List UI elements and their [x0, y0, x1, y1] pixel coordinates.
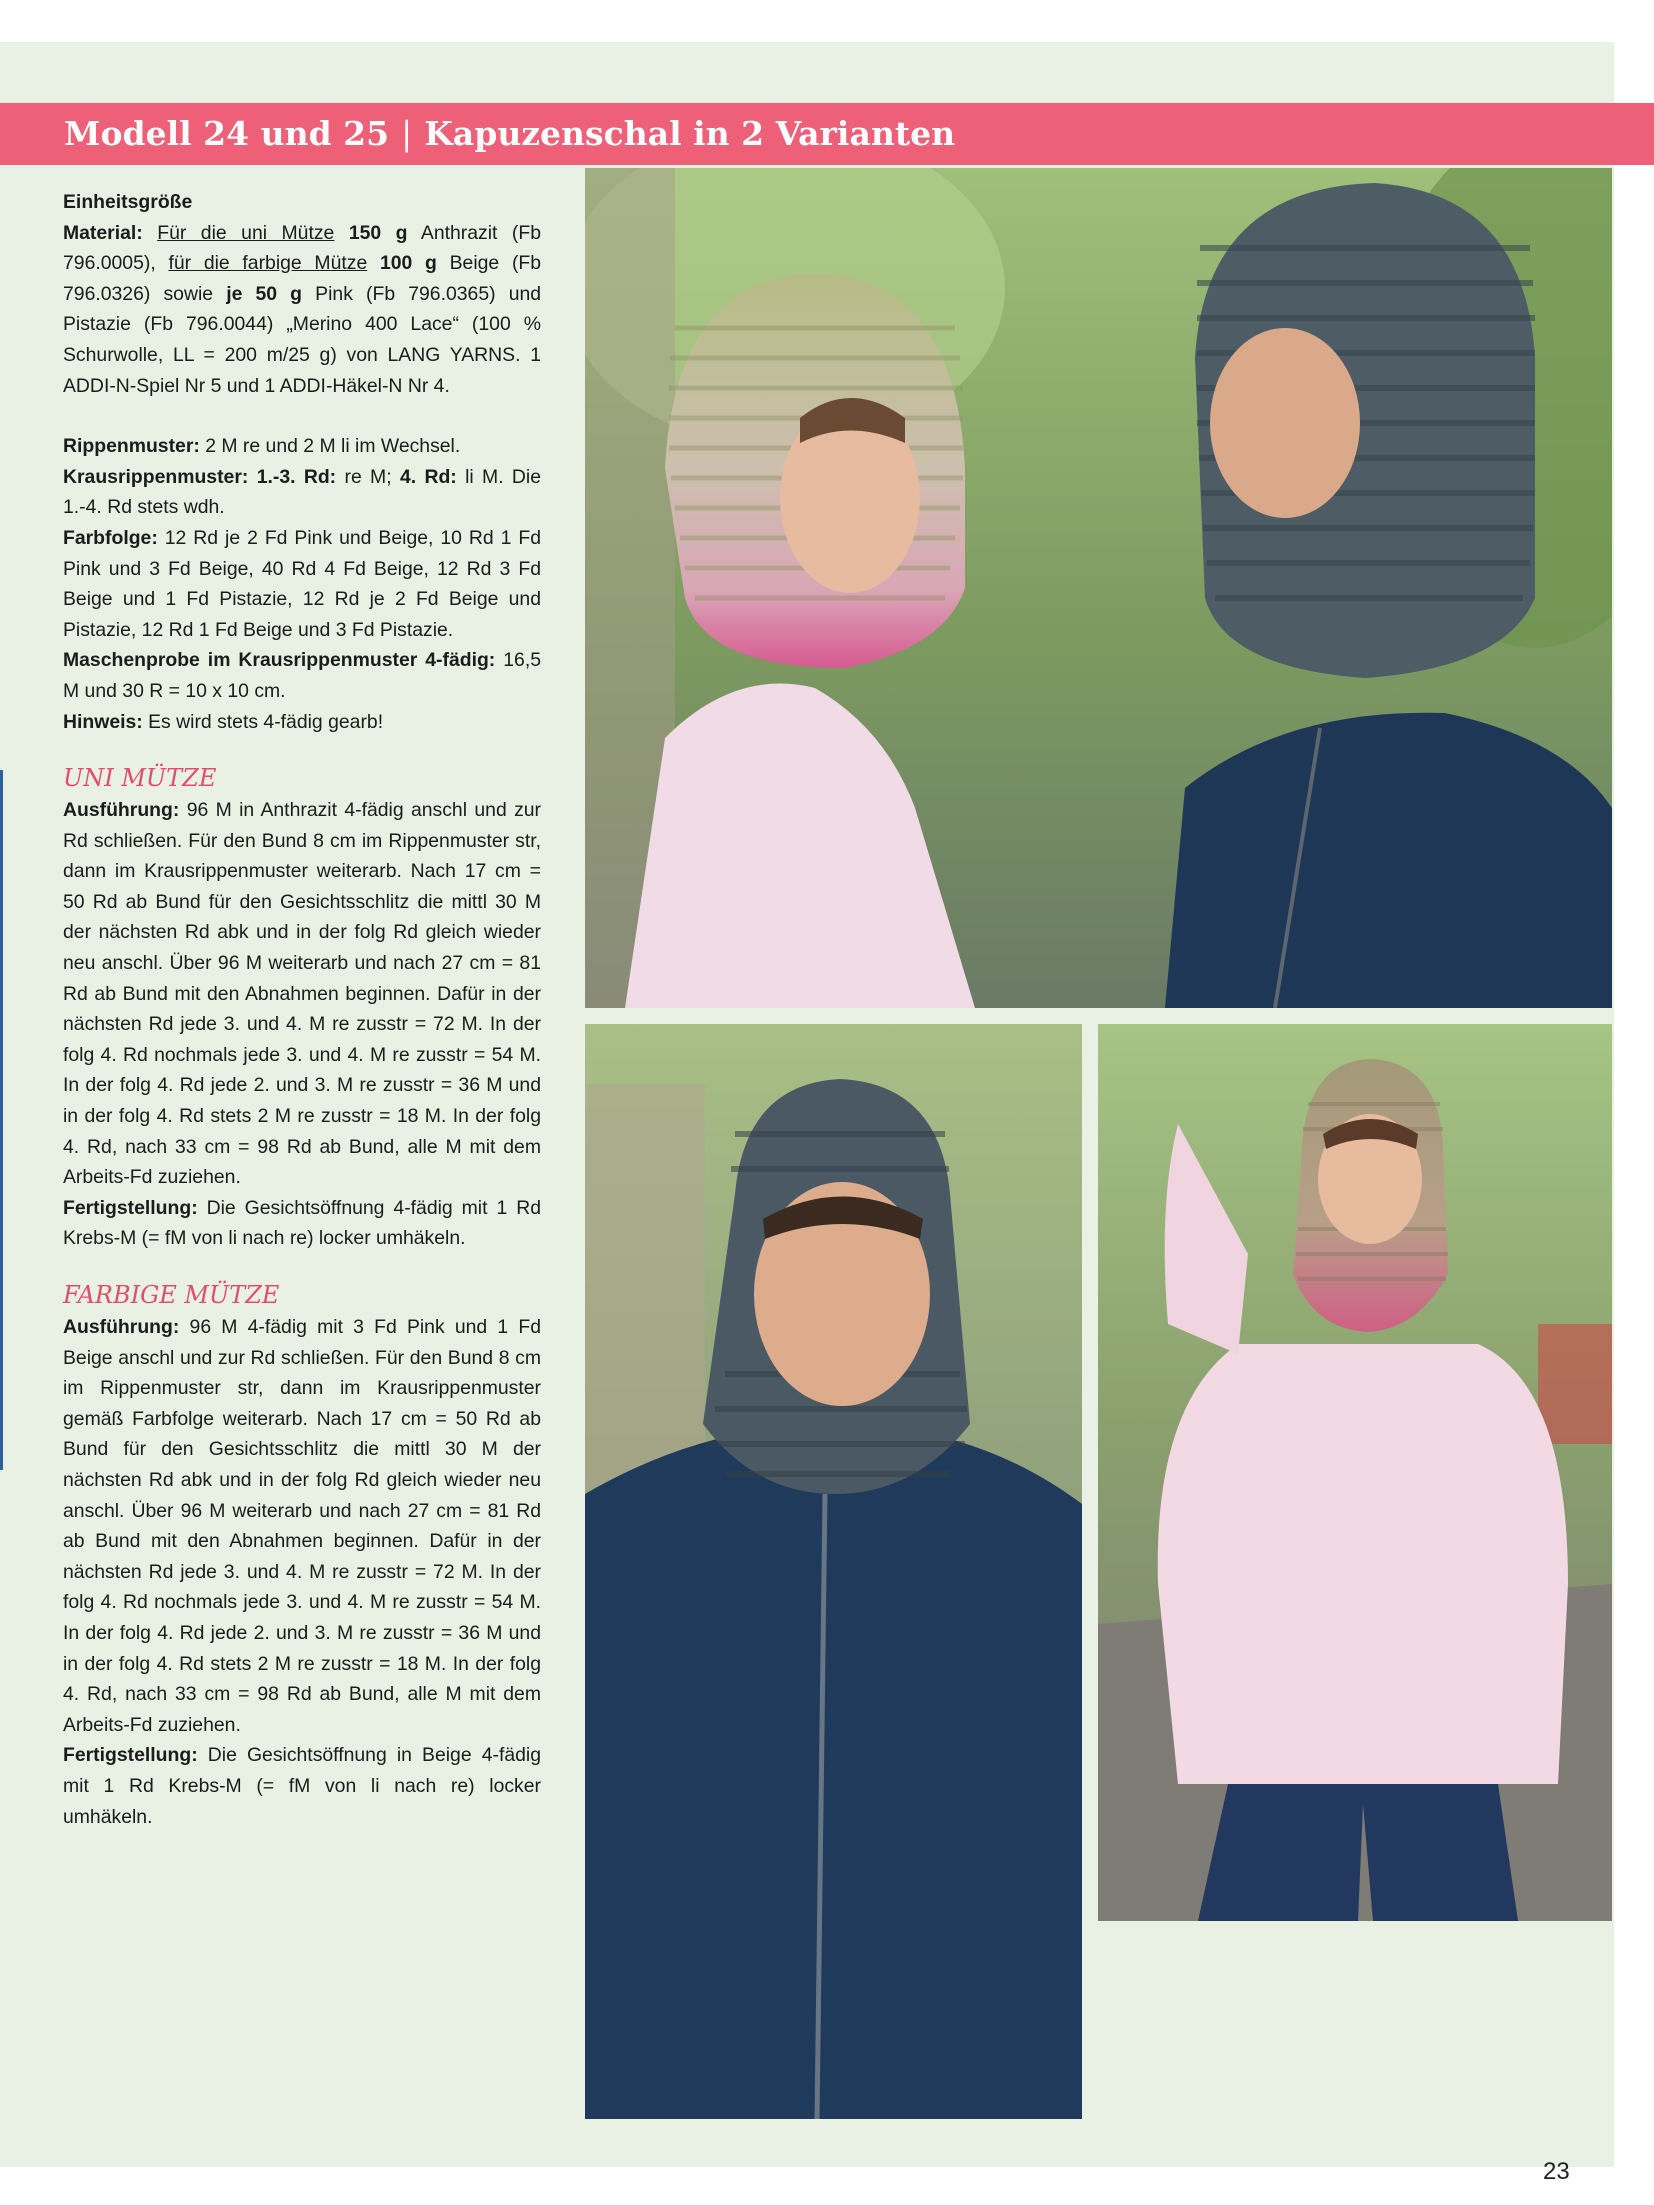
kraus-line	[63, 462, 541, 523]
kraus-round1-label: 1.-3. Rd:	[256, 465, 337, 488]
kraus-round1-text: re M;	[344, 465, 392, 488]
material-farbig-color: Beige (Fb 796.0326) sowie	[63, 252, 542, 305]
kraus-round4-text: li M. Die 1.-4. Rd stets wdh.	[63, 465, 542, 519]
kraus-label: Krausrippenmuster:	[63, 465, 249, 488]
page-title	[64, 103, 955, 165]
kraus-round4-label: 4. Rd:	[399, 465, 457, 488]
farbig-fertig-label: Fertigstellung:	[63, 1744, 198, 1767]
photo-woman	[1098, 1024, 1612, 1921]
spacer	[63, 401, 541, 431]
material-uni-color: Anthrazit (Fb 796.0005),	[63, 221, 542, 275]
maschenprobe-line	[63, 645, 541, 706]
uni-ausfuehrung	[63, 795, 541, 1193]
material-rest: Pink (Fb 796.0365) und Pistazie (Fb 796.0044) „Merino 400 Lace“ (100 % Schurwolle, LL = 200 m/25 g) von LANG YARNS. 1 ADDI-N-Spiel Nr 5 und 1 ADDI-Häkel-N Nr 4.	[63, 282, 542, 397]
page-number: 23	[1543, 2158, 1570, 2185]
uni-ausfuehrung-text: 96 M in Anthrazit 4-fädig anschl und zur Rd schließen. Für den Bund 8 cm im Rippenmuster str, dann im Krausrippenmuster weiterarb. Nach 17 cm = 50 Rd ab Bund für den Gesichtsschlitz die mittl 30 M der nächsten Rd abk und in der folg Rd gleich wieder neu anschl. Über 96 M weiterarb und nach 27 cm = 81 Rd ab Bund mit den Abnahmen beginnen. Dafür in der nächsten Rd jede 3. und 4. M re zusstr = 72 M. In der folg 4. Rd nochmals jede 3. und 4. M re zusstr = 54 M. In der folg 4. Rd jede 2. und 3. M re zusstr = 36 M und in der folg 4. Rd stets 2 M re zusstr = 18 M. In der folg 4. Rd, nach 33 cm = 98 Rd ab Bund, alle M mit dem Arbeits-Fd zuziehen.	[63, 799, 542, 1189]
farbig-heading: FARBIGE MÜTZE	[63, 1281, 280, 1309]
material-paragraph	[63, 218, 541, 402]
uni-fertig-text: Die Gesichtsöffnung 4-fädig mit 1 Rd Krebs-M (= fM von li nach re) locker umhäkeln.	[63, 1196, 541, 1250]
material-uni-amount: 150 g	[348, 221, 408, 244]
hinweis-line	[63, 707, 541, 738]
farbig-fertigstellung	[63, 1740, 541, 1832]
maschenprobe-text: 16,5 M und 30 R = 10 x 10 cm.	[63, 649, 542, 702]
farbig-fertig-text: Die Gesichtsöffnung in Beige 4-fädig mit 1 Rd Krebs-M (= fM von li nach re) locker umhäkeln.	[63, 1744, 542, 1828]
hinweis-text: Es wird stets 4-fädig gearb!	[148, 710, 384, 733]
farbfolge-text: 12 Rd je 2 Fd Pink und Beige, 10 Rd 1 Fd Pink und 3 Fd Beige, 40 Rd 4 Fd Beige, 12 Rd 3 Fd Beige und 1 Fd Pistazie, 12 Rd je 2 Fd Beige und Pistazie, 12 Rd 1 Fd Beige und 3 Fd Pistazie.	[63, 526, 541, 641]
uni-heading: UNI MÜTZE	[63, 764, 217, 793]
uni-fertig-label: Fertigstellung:	[63, 1196, 198, 1219]
material-uni-link: Für die uni Mütze	[157, 221, 335, 244]
title-subject: Kapuzenschal in 2 Varianten	[424, 114, 956, 153]
size-line	[63, 187, 541, 218]
photo-man	[585, 1024, 1082, 2119]
size-label: Einheitsgröße	[63, 191, 193, 213]
material-label: Material:	[63, 221, 143, 244]
photo-couple	[585, 168, 1612, 1008]
edge-marker	[0, 770, 3, 1470]
material-farbig-link: für die farbige Mütze	[168, 252, 368, 275]
hinweis-label: Hinweis:	[63, 710, 143, 733]
farbig-ausfuehrung-text: 96 M 4-fädig mit 3 Fd Pink und 1 Fd Beige anschl und zur Rd schließen. Für den Bund 8 cm im Rippenmuster str, dann im Krausrippenmuster gemäß Farbfolge weiterarb. Nach 17 cm = 50 Rd ab Bund für den Gesichtsschlitz die mittl 30 M der nächsten Rd abk und in der folg Rd gleich wieder neu anschl. Über 96 M weiterarb und nach 27 cm = 81 Rd ab Bund mit den Abnahmen beginnen. Dafür in der nächsten Rd jede 3. und 4. M re zusstr = 72 M. In der folg 4. Rd nochmals jede 3. und 4. M re zusstr = 54 M. In der folg 4. Rd jede 2. und 3. M re zusstr = 36 M und in der folg 4. Rd stets 2 M re zusstr = 18 M. In der folg 4. Rd, nach 33 cm = 98 Rd ab Bund, alle M mit dem Arbeits-Fd zuziehen.	[63, 1316, 542, 1736]
material-je-amount: je 50 g	[226, 282, 303, 305]
farbfolge-line	[63, 523, 541, 645]
material-farbig-amount: 100 g	[379, 252, 437, 275]
uni-fertigstellung	[63, 1193, 541, 1254]
rippen-text: 2 M re und 2 M li im Wechsel.	[205, 435, 461, 458]
rippen-line	[63, 431, 541, 462]
maschenprobe-label: Maschenprobe im Krausrippenmuster 4-fädig:	[63, 649, 496, 672]
rippen-label: Rippenmuster:	[63, 435, 200, 458]
farbig-ausfuehrung	[63, 1312, 541, 1740]
farbig-ausfuehrung-label: Ausführung:	[63, 1316, 180, 1338]
title-separator: |	[401, 114, 413, 153]
instructions-column	[63, 187, 541, 1832]
farbfolge-label: Farbfolge:	[63, 526, 158, 549]
uni-ausfuehrung-label: Ausführung:	[63, 799, 180, 822]
title-model: Modell 24 und 25	[64, 114, 390, 153]
